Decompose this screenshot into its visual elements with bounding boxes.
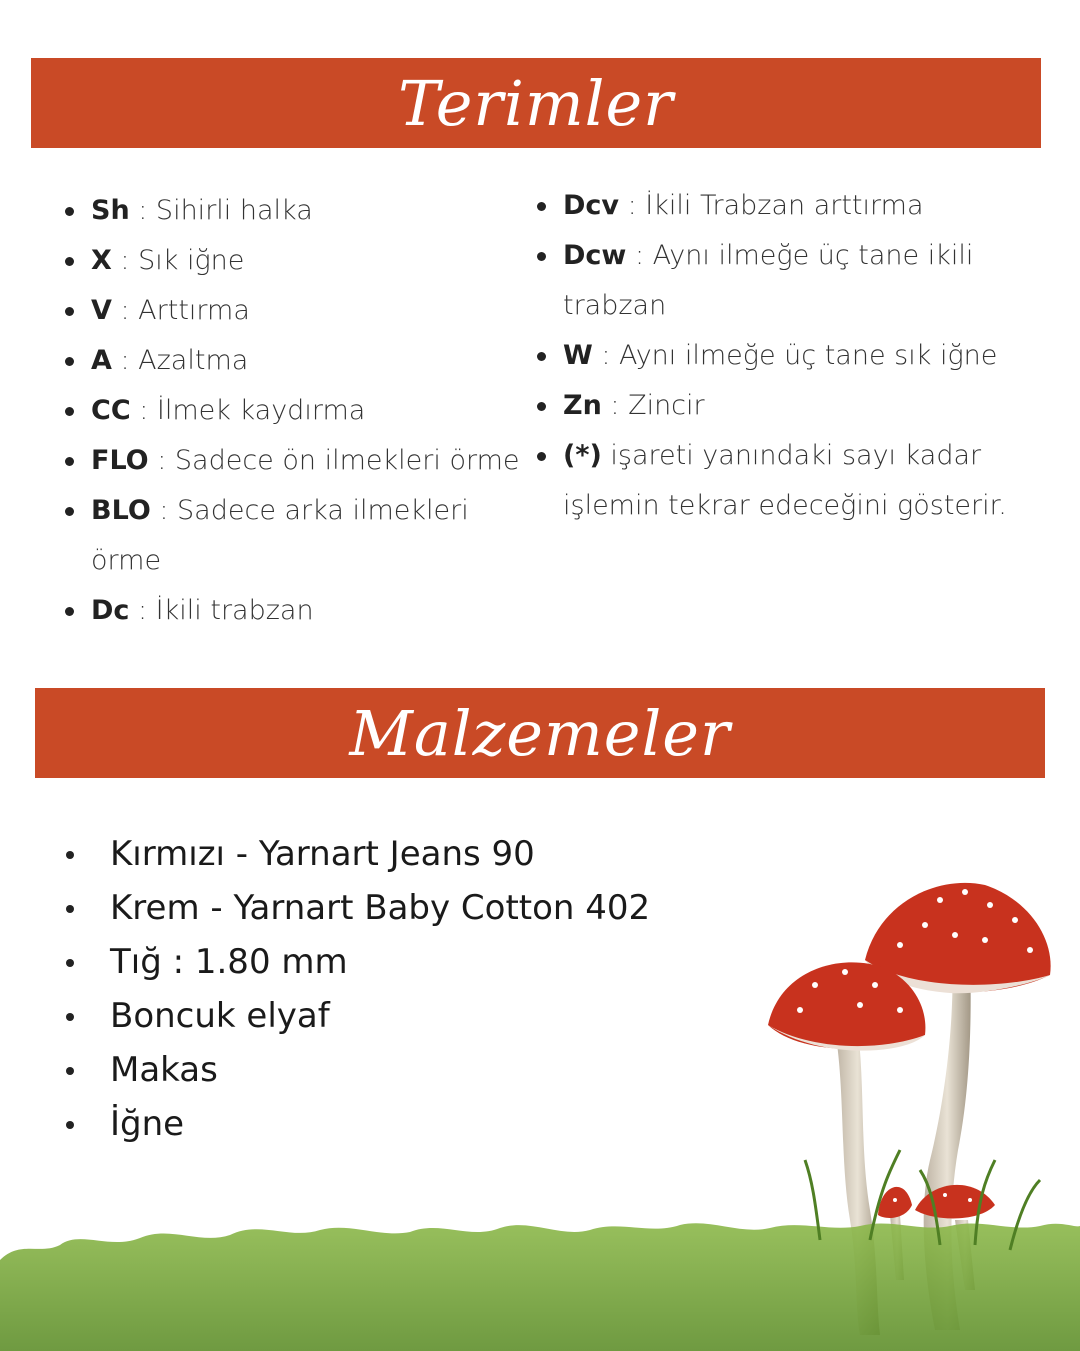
term-item <box>63 286 533 336</box>
material-item: Krem - Yarnart Baby Cotton 402 <box>64 881 704 935</box>
term-def: : İlmek kaydırma <box>130 395 366 426</box>
term-abbr: Dc <box>91 595 130 626</box>
term-abbr: Dcv <box>563 190 620 221</box>
terms-banner <box>31 58 1041 148</box>
term-item <box>63 436 533 486</box>
material-item: Boncuk elyaf <box>64 989 704 1043</box>
term-abbr: Dcw <box>563 240 627 271</box>
material-item: Makas <box>64 1043 704 1097</box>
term-def: : İkili trabzan <box>129 595 314 626</box>
term-def: : Azaltma <box>111 345 249 376</box>
term-item <box>535 331 1065 381</box>
term-def: işareti yanındaki sayı kadar işlemin tekrar edeceğini gösterir. <box>563 440 1007 521</box>
materials-list <box>64 827 704 1151</box>
term-abbr: A <box>91 345 112 376</box>
term-def: : Sihirli halka <box>129 195 313 226</box>
term-abbr: CC <box>91 395 131 426</box>
term-item <box>63 336 533 386</box>
materials-title: Malzemeler <box>349 696 731 770</box>
terms-title: Terimler <box>398 66 674 140</box>
term-def: : Arttırma <box>111 295 250 326</box>
term-item <box>63 486 533 586</box>
term-item <box>63 586 533 636</box>
term-abbr: FLO <box>91 445 149 476</box>
materials-banner <box>35 688 1045 778</box>
term-def: : Zincir <box>601 390 705 421</box>
terms-list-left <box>63 186 533 636</box>
term-def: : İkili Trabzan arttırma <box>619 190 924 221</box>
term-item <box>63 236 533 286</box>
term-abbr: BLO <box>91 495 151 526</box>
term-item <box>535 231 1065 331</box>
grass <box>0 1223 1080 1351</box>
term-item <box>535 431 1065 531</box>
term-abbr: Zn <box>563 390 602 421</box>
material-item: Tığ : 1.80 mm <box>64 935 704 989</box>
term-abbr: X <box>91 245 112 276</box>
term-def: : Sadece arka ilmekleri örme <box>91 495 469 576</box>
term-def: : Aynı ilmeğe üç tane sık iğne <box>592 340 998 371</box>
term-def: : Aynı ilmeğe üç tane ikili trabzan <box>563 240 974 321</box>
material-item: İğne <box>64 1097 704 1151</box>
term-abbr: (*) <box>563 440 602 471</box>
term-def: : Sık iğne <box>111 245 245 276</box>
term-item <box>63 186 533 236</box>
term-item <box>535 381 1065 431</box>
term-abbr: W <box>563 340 593 371</box>
terms-list-right <box>535 181 1065 531</box>
term-abbr: Sh <box>91 195 130 226</box>
material-item: Kırmızı - Yarnart Jeans 90 <box>64 827 704 881</box>
term-item <box>63 386 533 436</box>
term-item <box>535 181 1065 231</box>
term-def: : Sadece ön ilmekleri örme <box>148 445 520 476</box>
term-abbr: V <box>91 295 112 326</box>
